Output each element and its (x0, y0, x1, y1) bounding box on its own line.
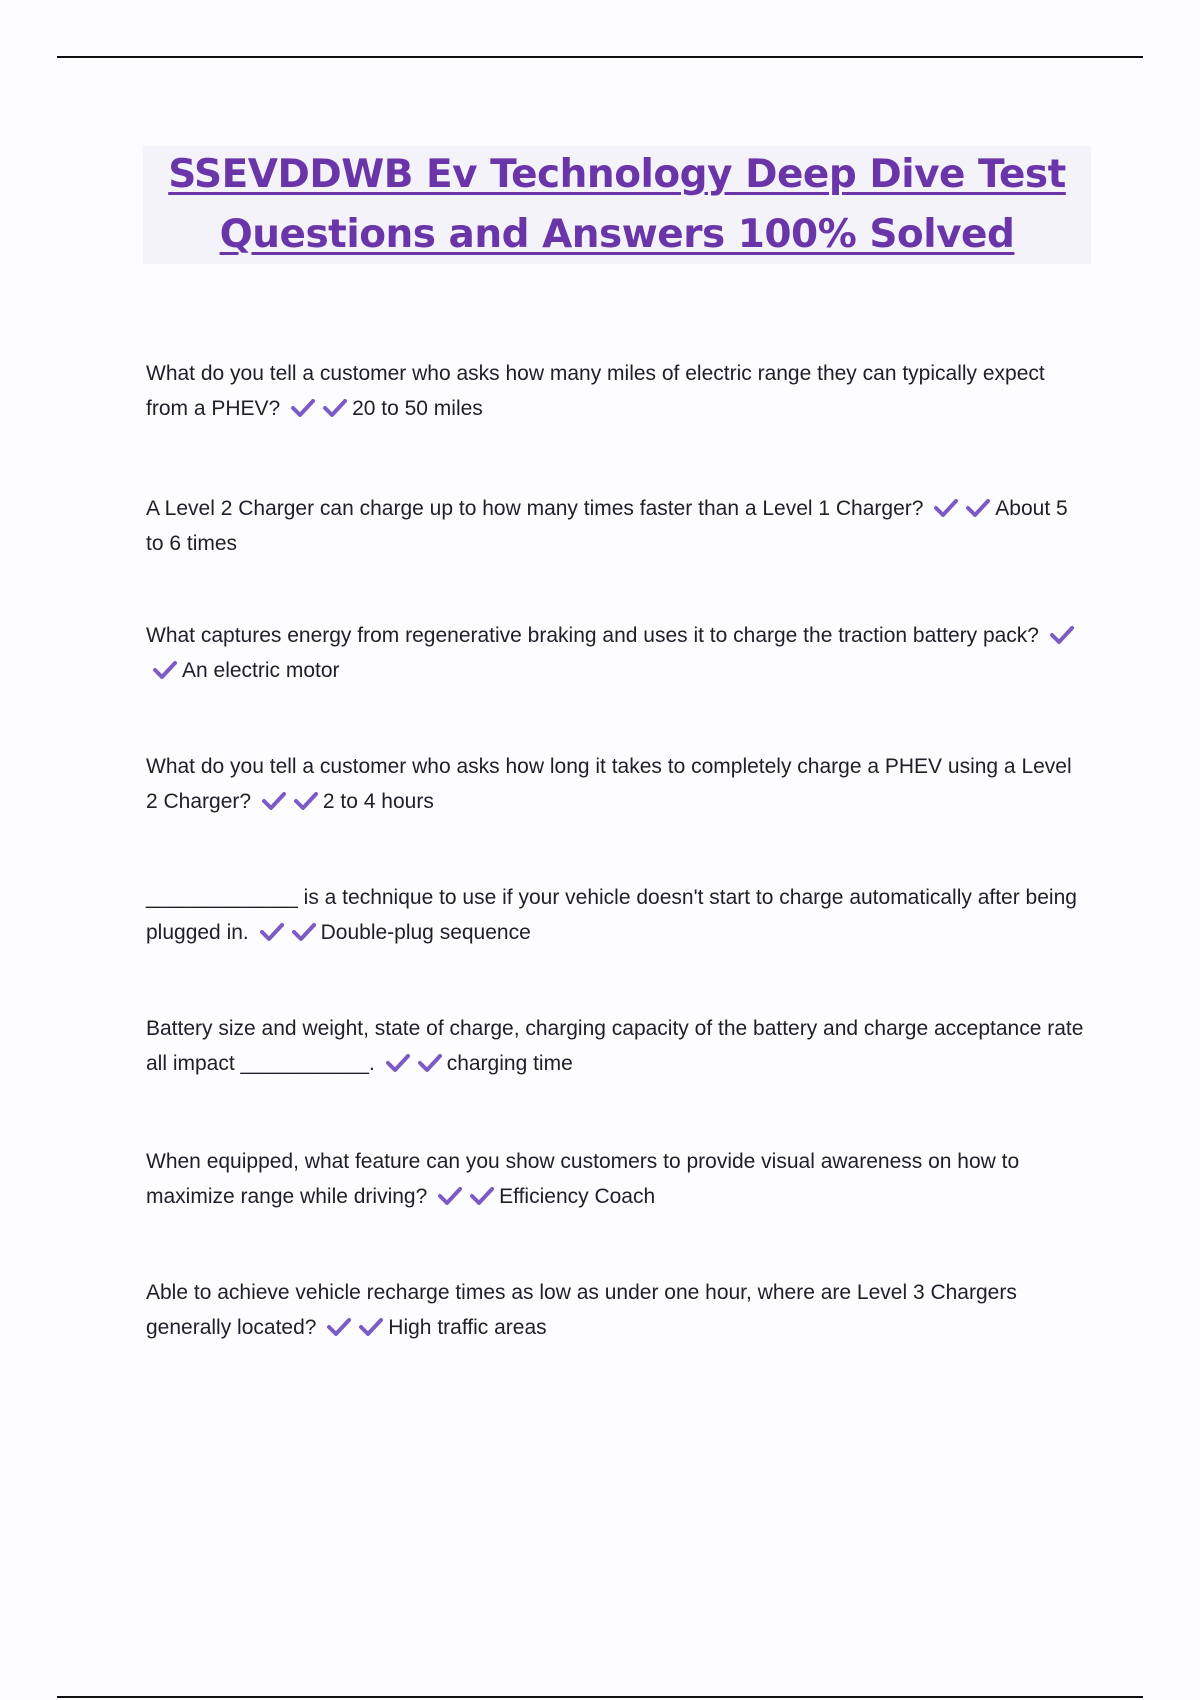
question-text: What do you tell a customer who asks how long it takes to completely charge a PHEV using a Level 2 Charger? (146, 755, 1072, 813)
checkmark-icon (326, 1316, 352, 1338)
checkmark-icon (259, 921, 285, 943)
qa-item (146, 618, 1086, 688)
checkmark-icon (469, 1185, 495, 1207)
checkmark-icon (291, 921, 317, 943)
qa-item (146, 356, 1086, 426)
checkmark-icon (933, 497, 959, 519)
qa-item (146, 491, 1086, 561)
checkmark-icon (417, 1052, 443, 1074)
footer-rule (57, 1696, 1143, 1698)
checkmark-icon (1049, 624, 1075, 646)
question-text: _____________ is a technique to use if your vehicle doesn't start to charge automatically after being plugged in. (146, 886, 1077, 944)
question-text: What do you tell a customer who asks how many miles of electric range they can typically expect from a PHEV? (146, 362, 1045, 420)
checkmark-icon (385, 1052, 411, 1074)
question-text: What captures energy from regenerative braking and uses it to charge the traction battery pack? (146, 624, 1039, 647)
checkmark-icon (358, 1316, 384, 1338)
document-title-line-1: SSEVDDWB Ev Technology Deep Dive Test (168, 152, 1066, 197)
checkmark-icon (293, 790, 319, 812)
checkmark-icon (290, 397, 316, 419)
qa-item (146, 1275, 1086, 1345)
checkmark-icon (261, 790, 287, 812)
question-text: Able to achieve vehicle recharge times as low as under one hour, where are Level 3 Chargers generally located? (146, 1281, 1017, 1339)
checkmark-icon (152, 659, 178, 681)
answer-text: Double-plug sequence (320, 921, 531, 944)
title-banner (143, 146, 1091, 264)
qa-item (146, 749, 1086, 819)
document-title-line-2: Questions and Answers 100% Solved (219, 212, 1015, 257)
checkmark-icon (965, 497, 991, 519)
question-text: Battery size and weight, state of charge, charging capacity of the battery and charge acceptance rate all impact ___________. (146, 1017, 1084, 1075)
answer-text: charging time (446, 1052, 573, 1075)
answer-text: Efficiency Coach (499, 1185, 656, 1208)
answer-text: About 5 to 6 times (146, 497, 1068, 555)
qa-item (146, 1011, 1086, 1081)
answer-text: High traffic areas (388, 1316, 547, 1339)
question-text: A Level 2 Charger can charge up to how many times faster than a Level 1 Charger? (146, 497, 924, 520)
answer-text: An electric motor (182, 659, 340, 682)
answer-text: 20 to 50 miles (352, 397, 483, 420)
answer-text: 2 to 4 hours (322, 790, 434, 813)
question-text: When equipped, what feature can you show customers to provide visual awareness on how to maximize range while driving? (146, 1150, 1020, 1208)
qa-item (146, 1144, 1086, 1214)
header-rule (57, 56, 1143, 58)
checkmark-icon (437, 1185, 463, 1207)
qa-item (146, 880, 1086, 950)
checkmark-icon (322, 397, 348, 419)
